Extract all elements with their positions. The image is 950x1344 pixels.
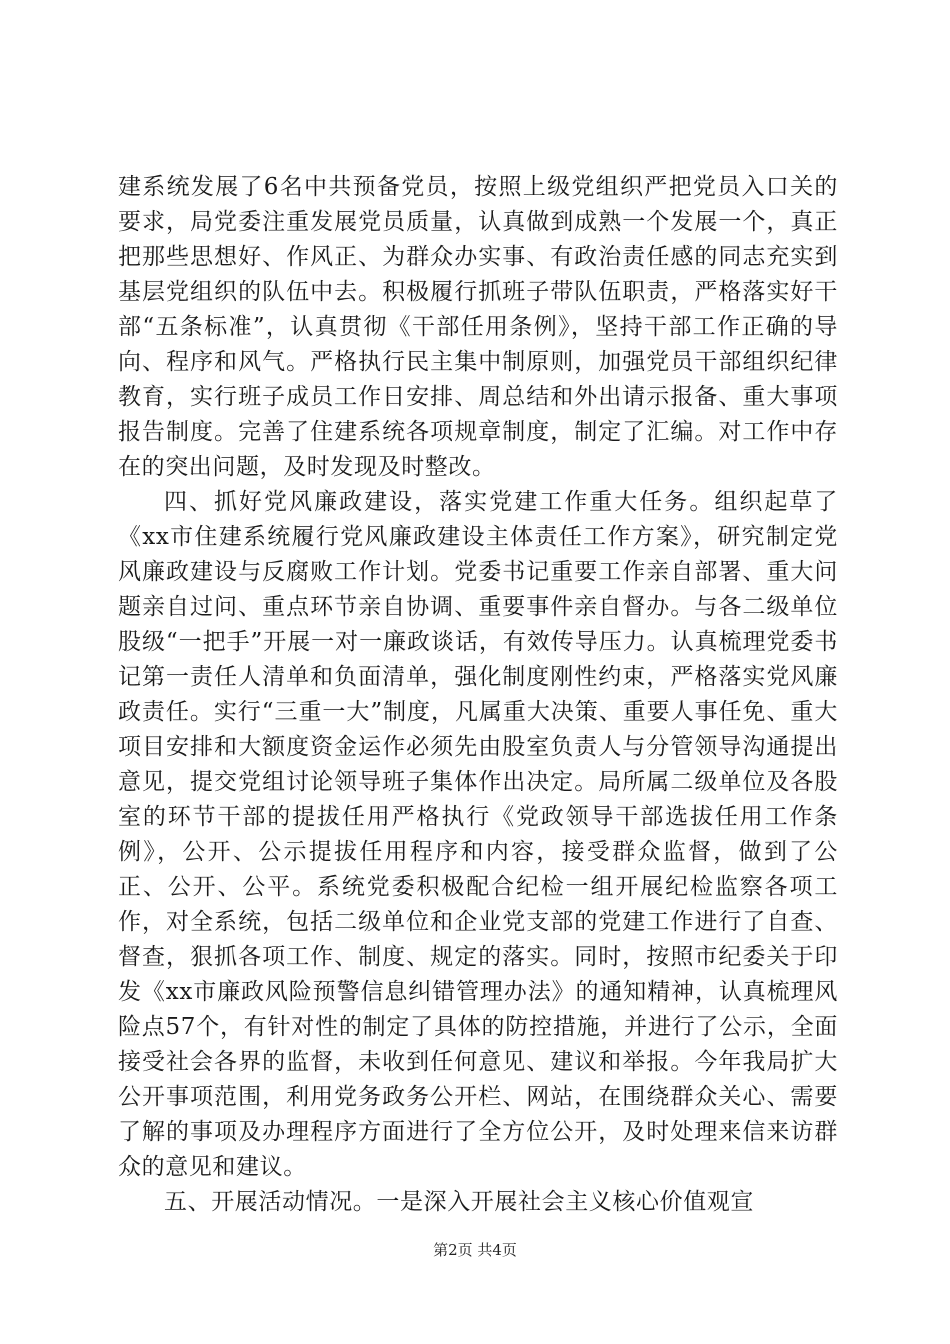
document-body [118,170,838,1220]
page-number-footer: 第2页 共4页 [433,1241,517,1259]
paragraph-continuation: 建系统发展了6名中共预备党员，按照上级党组织严把党员入口关的要求，局党委注重发展党员质量，认真做到成熟一个发展一个，真正把那些思想好、作风正、为群众办实事、有政治责任感的同志充实到基层党组织的队伍中去。积极履行抓班子带队伍职责，严格落实好干部“五条标准”，认真贯彻《干部任用条例》，坚持干部工作正确的导向、程序和风气。严格执行民主集中制原则，加强党员干部组织纪律教育，实行班子成员工作日安排、周总结和外出请示报备、重大事项报告制度。完善了住建系统各项规章制度，制定了汇编。对工作中存在的突出问题，及时发现及时整改。 [118,174,838,480]
paragraph-section-five: 五、开展活动情况。一是深入开展社会主义核心价值观宣 [164,1189,754,1215]
paragraph-section-four: 四、抓好党风廉政建设，落实党建工作重大任务。组织起草了《xx市住建系统履行党风廉政建设主体责任工作方案》，研究制定党风廉政建设与反腐败工作计划。党委书记重要工作亲自部署、重大问题亲自过问、重点环节亲自协调、重要事件亲自督办。与各二级单位股级“一把手”开展一对一廉政谈话，有效传导压力。认真梳理党委书记第一责任人清单和负面清单，强化制度刚性约束，严格落实党风廉政责任。实行“三重一大”制度，凡属重大决策、重要人事任免、重大项目安排和大额度资金运作必须先由股室负责人与分管领导沟通提出意见，提交党组讨论领导班子集体作出决定。局所属二级单位及各股室的环节干部的提拔任用严格执行《党政领导干部选拔任用工作条例》，公开、公示提拔任用程序和内容，接受群众监督，做到了公正、公开、公平。系统党委积极配合纪检一组开展纪检监察各项工作，对全系统，包括二级单位和企业党支部的党建工作进行了自查、督查，狠抓各项工作、制度、规定的落实。同时，按照市纪委关于印发《xx市廉政风险预警信息纠错管理办法》的通知精神，认真梳理风险点57个，有针对性的制定了具体的防控措施，并进行了公示，全面接受社会各界的监督，未收到任何意见、建议和举报。今年我局扩大公开事项范围，利用党务政务公开栏、网站，在围绕群众关心、需要了解的事项及办理程序方面进行了全方位公开，及时处理来信来访群众的意见和建议。 [118,489,838,1180]
